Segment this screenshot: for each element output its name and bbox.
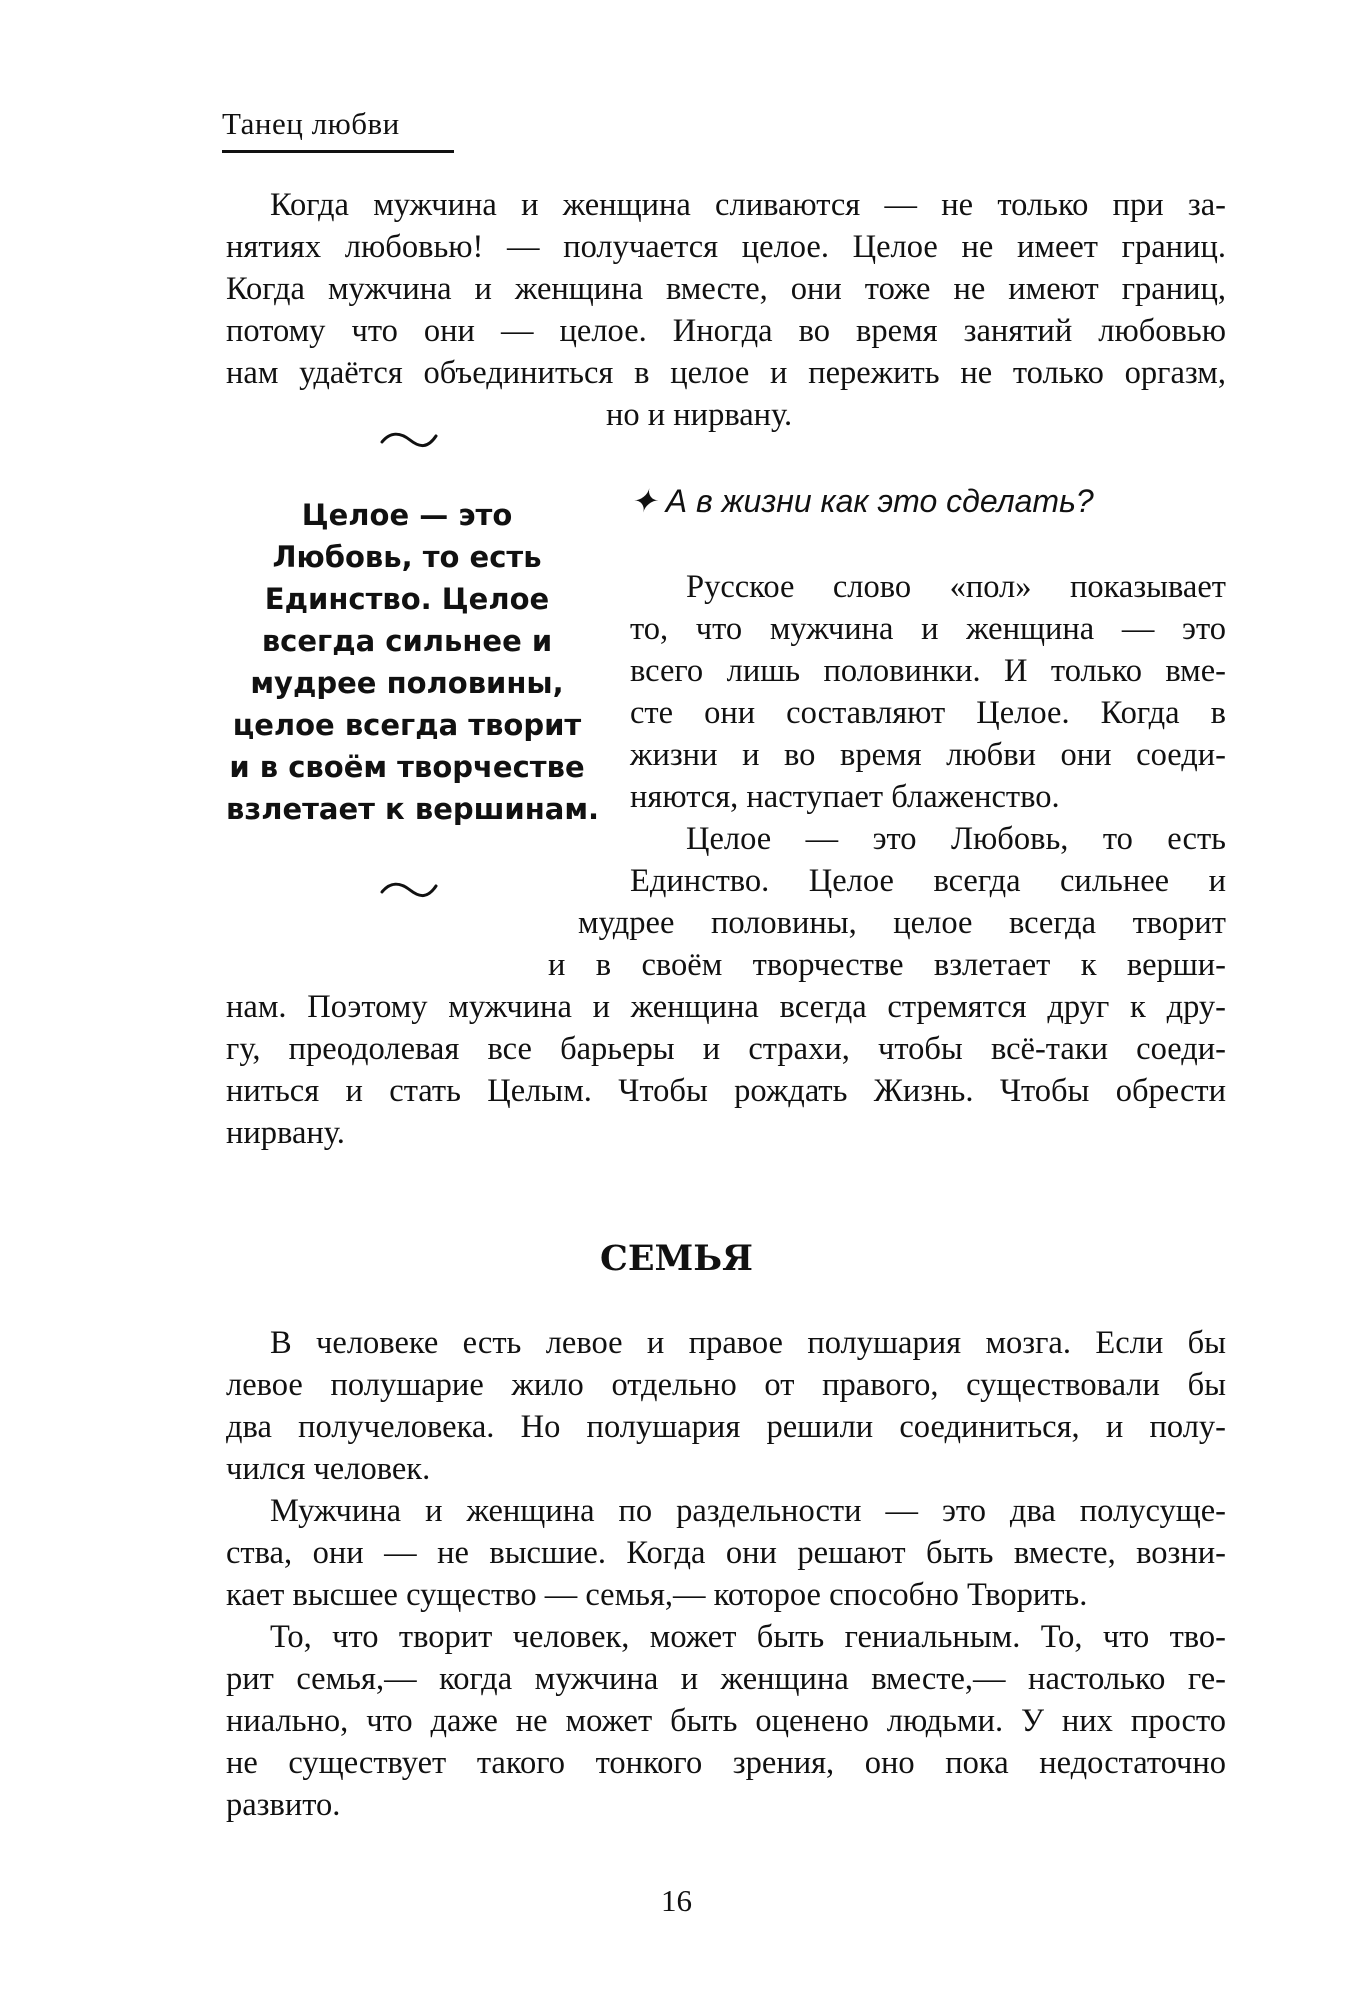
intro-line: но и нирвану. bbox=[606, 397, 793, 433]
page-number: 16 bbox=[661, 1883, 692, 1918]
pull-quote-line: всегда сильнее и bbox=[261, 624, 553, 658]
intro-line: Когда мужчина и женщина вместе, они тоже не имеют границ, bbox=[226, 271, 1226, 307]
body-line: То, что творит человек, может быть гениальным. То, что тво- bbox=[270, 1619, 1226, 1655]
pull-quote-line: Целое — это bbox=[301, 498, 513, 532]
body-line: чился человек. bbox=[226, 1451, 431, 1487]
pull-quote-line: мудрее половины, bbox=[250, 666, 564, 700]
body-line: кает высшее существо — семья,— которое способно Творить. bbox=[226, 1577, 1088, 1613]
pull-quote-line: Единство. Целое bbox=[264, 582, 550, 616]
swirl-ornament-icon bbox=[380, 878, 440, 900]
intro-line: нам удаётся объединиться в целое и пережить не только оргазм, bbox=[226, 355, 1226, 391]
right-col-line: мудрее половины, целое всегда творит bbox=[578, 905, 1226, 941]
section-heading: СЕМЬЯ bbox=[599, 1238, 754, 1279]
body-line: В человеке есть левое и правое полушария мозга. Если бы bbox=[270, 1325, 1226, 1361]
right-col-line: то, что мужчина и женщина — это bbox=[630, 611, 1226, 647]
intro-line: нятиях любовью! — получается целое. Целое не имеет границ. bbox=[226, 229, 1226, 265]
pull-quote-line: и в своём творчестве bbox=[229, 750, 585, 784]
right-col-line: сте они составляют Целое. Когда в bbox=[630, 695, 1226, 731]
right-col-line: жизни и во время любви они соеди- bbox=[630, 737, 1226, 773]
body-line: два получеловека. Но полушария решили соединиться, и полу- bbox=[226, 1409, 1226, 1445]
question-heading: ✦ А в жизни как это сделать? bbox=[630, 483, 1094, 519]
right-col-line: Целое — это Любовь, то есть bbox=[686, 821, 1226, 857]
right-col-line: и в своём творчестве взлетает к верши- bbox=[548, 947, 1226, 983]
body-line: развито. bbox=[226, 1787, 341, 1823]
intro-line: Когда мужчина и женщина сливаются — не только при за- bbox=[270, 187, 1226, 223]
intro-line: потому что они — целое. Иногда во время занятий любовью bbox=[226, 313, 1226, 349]
running-head: Танец любви bbox=[222, 106, 454, 153]
body-line: нам. Поэтому мужчина и женщина всегда стремятся друг к дру- bbox=[226, 989, 1226, 1025]
pull-quote-line: взлетает к вершинам. bbox=[226, 792, 600, 826]
body-line: нирвану. bbox=[226, 1115, 345, 1151]
body-line: Мужчина и женщина по раздельности — это два полусуще- bbox=[270, 1493, 1226, 1529]
pull-quote bbox=[226, 494, 600, 830]
body-line: ства, они — не высшие. Когда они решают быть вместе, возни- bbox=[226, 1535, 1226, 1571]
body-line: гу, преодолевая все барьеры и страхи, чтобы всё-таки соеди- bbox=[226, 1031, 1226, 1067]
pull-quote-line: целое всегда творит bbox=[232, 708, 582, 742]
pull-quote-line: Любовь, то есть bbox=[272, 540, 542, 574]
body-line: ниться и стать Целым. Чтобы рождать Жизнь. Чтобы обрести bbox=[226, 1073, 1226, 1109]
right-col-line: всего лишь половинки. И только вме- bbox=[630, 653, 1226, 689]
right-col-line: Единство. Целое всегда сильнее и bbox=[630, 863, 1226, 899]
swirl-ornament-icon bbox=[380, 428, 440, 450]
right-col-line: Русское слово «пол» показывает bbox=[686, 569, 1226, 605]
right-col-line: няются, наступает блаженство. bbox=[630, 779, 1060, 815]
body-line: рит семья,— когда мужчина и женщина вместе,— настолько ге- bbox=[226, 1661, 1226, 1697]
body-line: ниально, что даже не может быть оценено людьми. У них просто bbox=[226, 1703, 1226, 1739]
body-line: не существует такого тонкого зрения, оно пока недостаточно bbox=[226, 1745, 1226, 1781]
body-line: левое полушарие жило отдельно от правого, существовали бы bbox=[226, 1367, 1226, 1403]
